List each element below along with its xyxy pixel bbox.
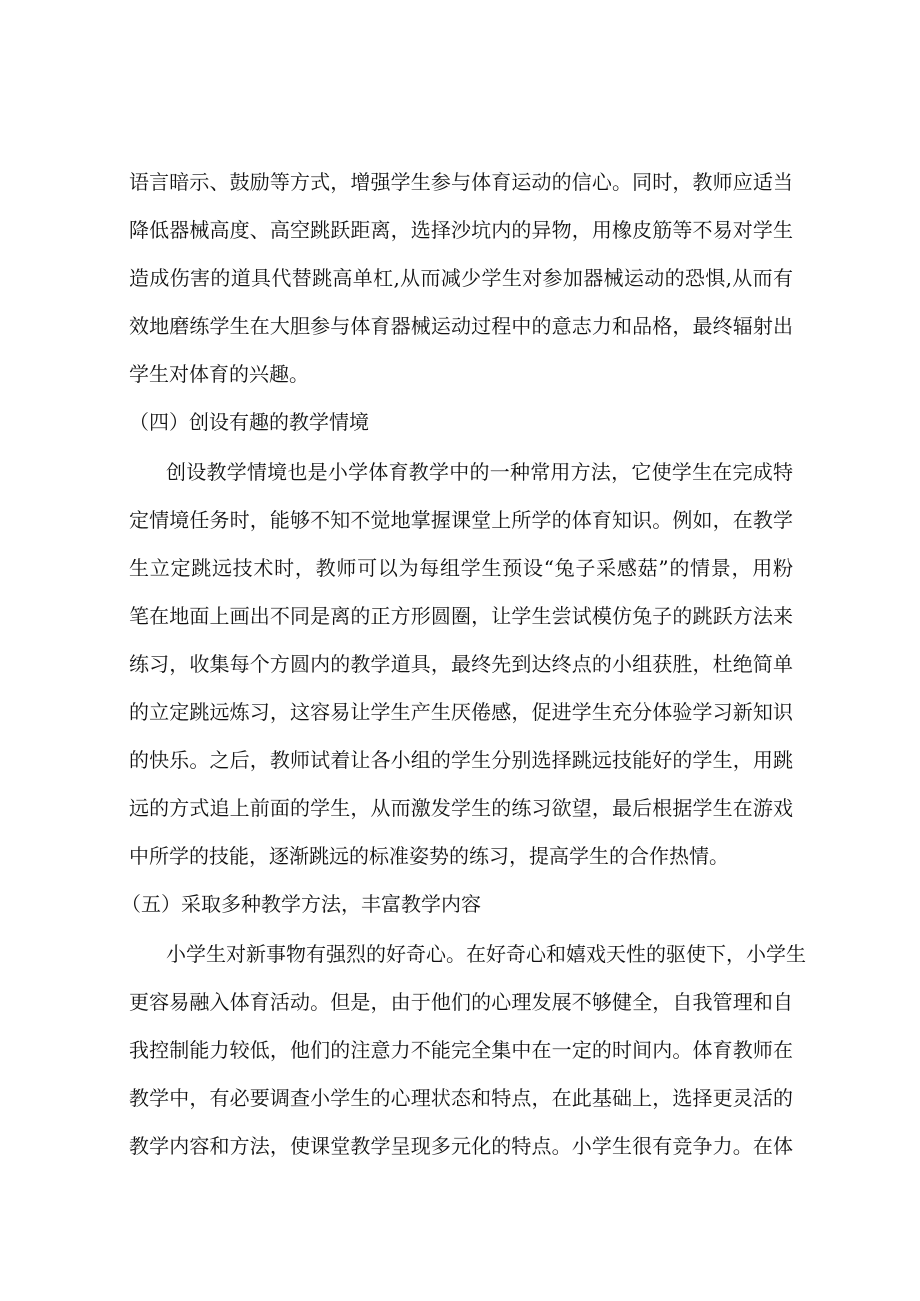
paragraph-2-line-7: 的快乐。之后，教师试着让各小组的学生分别选择跳远技能好的学生，用跳 bbox=[129, 748, 793, 772]
paragraph-2-line-3: 生立定跳远技术时，教师可以为每组学生预设“兔子采感菇”的情景，用粉 bbox=[129, 556, 793, 580]
paragraph-3-line-2: 更容易融入体育活动。但是，由于他们的心理发展不够健全，自我管理和自 bbox=[129, 990, 793, 1014]
paragraph-2-line-6: 的立定跳远炼习，这容易让学生产生厌倦感，促进学生充分体验学习新知识 bbox=[129, 700, 793, 724]
paragraph-3-line-1: 小学生对新事物有强烈的好奇心。在好奇心和嬉戏天性的驱使下，小学生 bbox=[166, 942, 806, 966]
paragraph-2-line-8: 远的方式追上前面的学生，从而激发学生的练习欲望，最后根据学生在游戏 bbox=[129, 796, 793, 820]
paragraph-1-line-1: 语言暗示、鼓励等方式，增强学生参与体育运动的信心。同时，教师应适当 bbox=[129, 170, 793, 194]
paragraph-3-line-3: 我控制能力较低，他们的注意力不能完全集中在一定的时间内。体育教师在 bbox=[129, 1038, 793, 1062]
paragraph-1-line-3: 造成伤害的道具代替跳高单杠,从而减少学生对参加器械运动的恐惧,从而有 bbox=[129, 266, 793, 290]
paragraph-3-line-5: 教学内容和方法，使课堂教学呈现多元化的特点。小学生很有竞争力。在体 bbox=[129, 1134, 793, 1158]
paragraph-2-line-1: 创设教学情境也是小学体育教学中的一种常用方法，它使学生在完成特 bbox=[166, 460, 793, 484]
paragraph-1-line-4: 效地磨练学生在大胆参与体育器械运动过程中的意志力和品格，最终辐射出 bbox=[129, 314, 793, 338]
paragraph-2-line-2: 定情境任务时，能够不知不觉地掌握课堂上所学的体育知识。例如，在教学 bbox=[129, 508, 793, 532]
paragraph-2-line-9: 中所学的技能，逐渐跳远的标准姿势的练习，提高学生的合作热情。 bbox=[129, 844, 729, 868]
paragraph-3-line-4: 教学中，有必要调查小学生的心理状态和特点，在此基础上，选择更灵活的 bbox=[129, 1086, 793, 1110]
paragraph-2-line-5: 练习，收集每个方圆内的教学道具，最终先到达终点的小组获胜，杜绝简单 bbox=[129, 652, 793, 676]
paragraph-1-line-2: 降低器械高度、高空跳跃距离，选择沙坑内的异物，用橡皮筋等不易对学生 bbox=[129, 218, 793, 242]
paragraph-2-line-4: 笔在地面上画出不同是离的正方形圆圈，让学生尝试模仿兔子的跳跃方法来 bbox=[129, 604, 793, 628]
section-heading-4: （四）创设有趣的教学情境 bbox=[129, 410, 369, 434]
section-heading-5: （五）采取多种教学方法，丰富教学内容 bbox=[121, 892, 481, 916]
paragraph-1-line-5: 学生对体育的兴趣。 bbox=[129, 362, 309, 386]
